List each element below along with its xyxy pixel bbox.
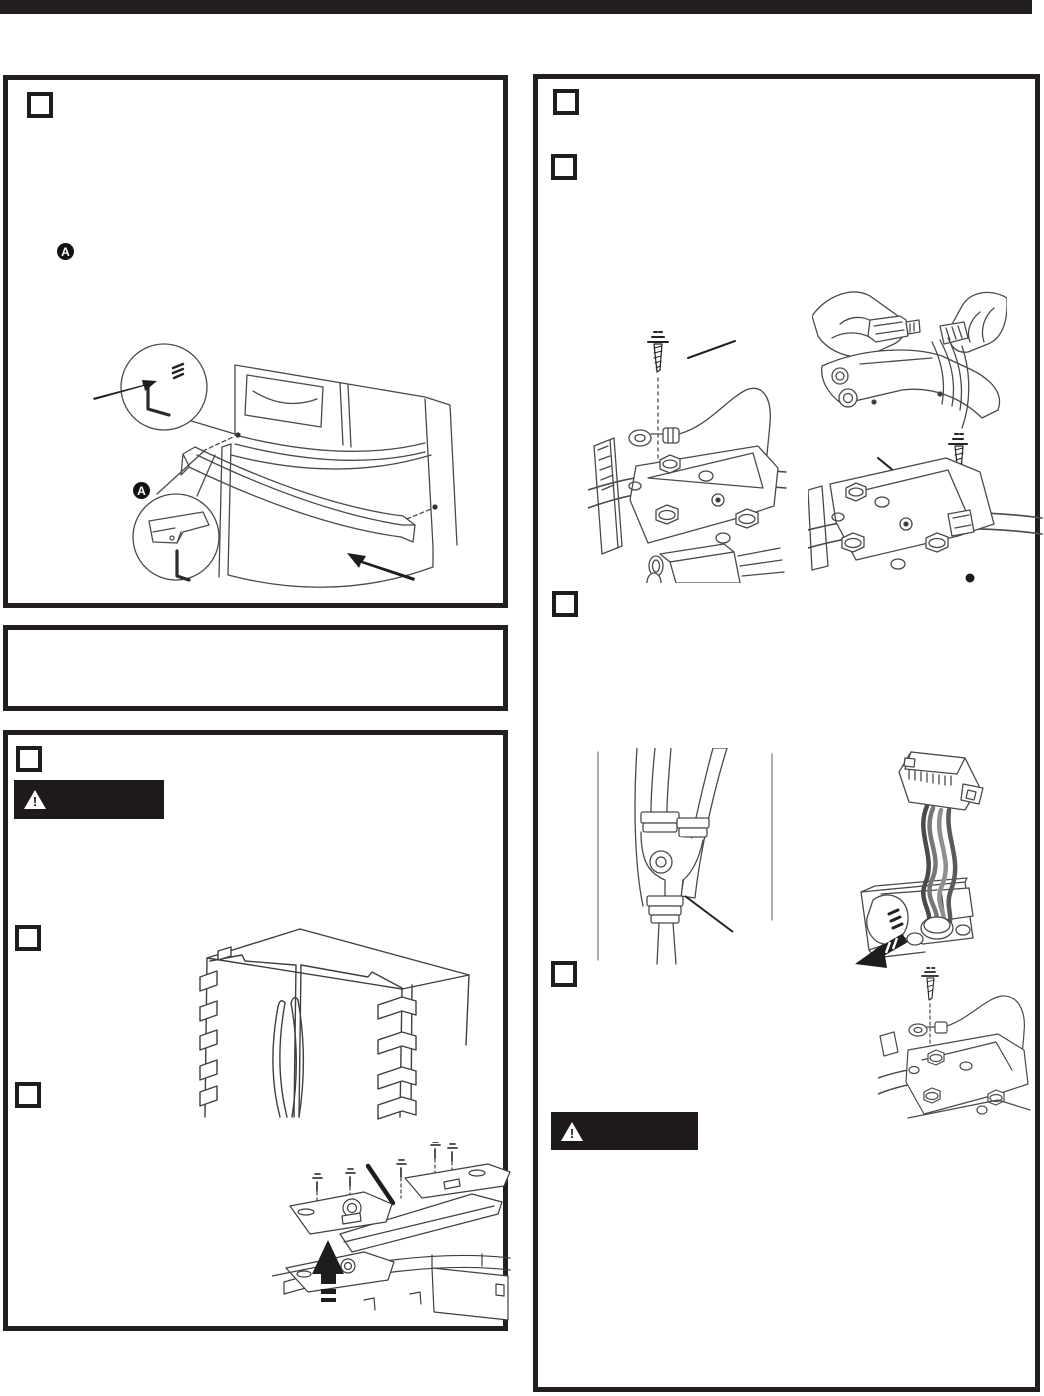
water-line-connector-illustration: [585, 748, 785, 968]
wiring-harness-illustration: [845, 742, 1044, 974]
callout-a-badge: [57, 243, 74, 260]
taped-doors-illustration: [150, 925, 470, 1150]
warning-banner: [551, 1112, 698, 1150]
step-checkbox: [551, 154, 577, 180]
badge-letter: A: [137, 483, 146, 498]
step-checkbox: [551, 961, 577, 987]
ground-screw-illustration: [878, 966, 1040, 1126]
warning-triangle-icon: [560, 1121, 584, 1142]
step-checkbox: [15, 925, 41, 951]
connector-hands-illustration: [812, 286, 1007, 431]
handle-installation-illustration: [85, 335, 505, 610]
step-checkbox: [552, 591, 578, 617]
rail-assembly-illustration: [272, 1142, 516, 1334]
ground-screw-bracket-illustration: [588, 328, 788, 583]
step-checkbox: [553, 89, 579, 115]
svg-text:!: !: [32, 794, 38, 809]
step-checkbox: [16, 746, 42, 772]
note-box: [3, 625, 508, 711]
warning-banner: [14, 780, 164, 819]
section-water-and-electrical: [533, 74, 1040, 1392]
step-checkbox: [27, 92, 53, 118]
warning-triangle-icon: [23, 789, 47, 810]
page-top-rule: [0, 0, 1032, 14]
svg-text:!: !: [569, 1125, 575, 1141]
step-checkbox: [15, 1082, 41, 1108]
badge-letter: A: [61, 244, 70, 259]
pointer-arrow: [312, 1240, 344, 1302]
clamp-screw-illustration: [808, 432, 1044, 597]
